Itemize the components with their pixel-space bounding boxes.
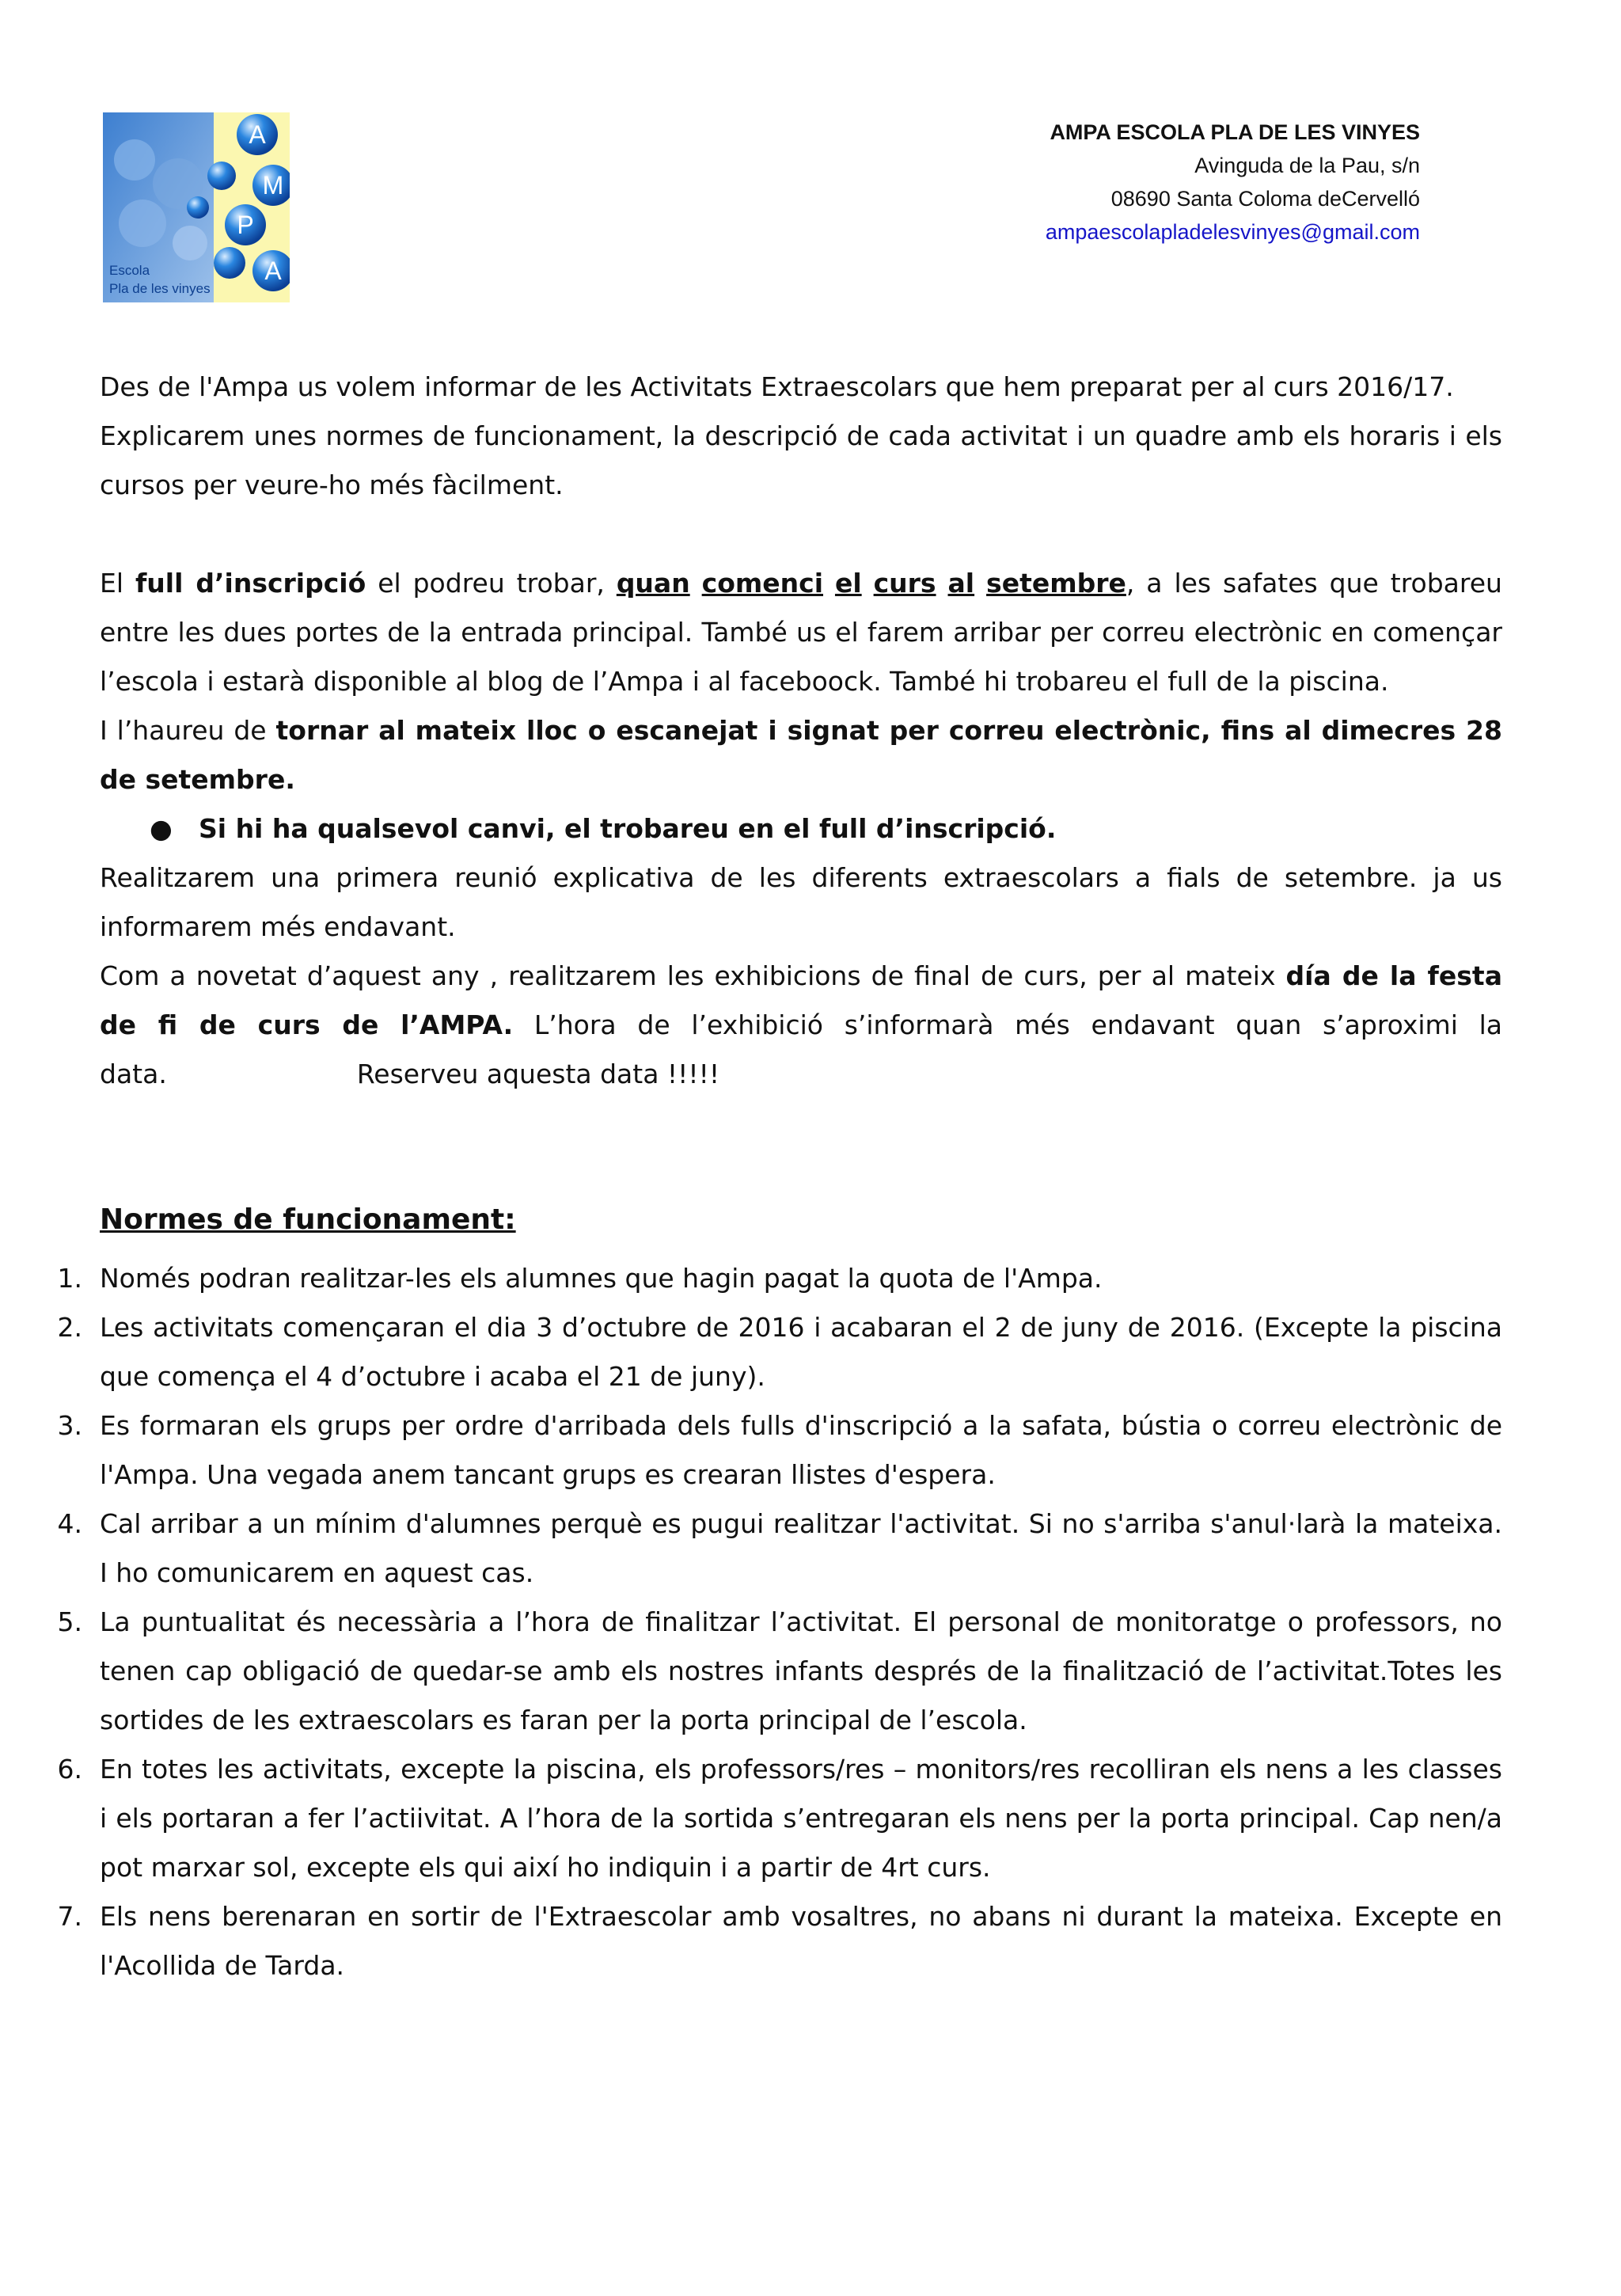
exhibition-text-1: Com a novetat d’aquest any , realitzarem les exhibicions de final de curs, per al mateix xyxy=(100,960,1286,991)
rule-item xyxy=(57,1303,1502,1401)
ampa-logo-graphic xyxy=(103,112,290,302)
exhibition-text-2: L’hora de l’exhibició s’informarà més endavant quan s’aproximi la data. xyxy=(100,1009,1502,1089)
reserve-note: Reserveu aquesta data !!!!! xyxy=(356,1059,720,1089)
ampa-logo xyxy=(103,112,290,302)
inscription-underline-2: comenci xyxy=(701,568,824,599)
rules-list xyxy=(57,1254,1502,1990)
rule-text: Cal arribar a un mínim d'alumnes perquè es pugui realitzar l'activitat. Si no s'arriba s'anul·larà la mateixa. I ho comunicarem en aquest cas. xyxy=(100,1508,1502,1588)
notice-bullet xyxy=(100,804,1502,853)
logo-letter-3: P xyxy=(237,211,254,239)
inscription-underline-1: quan xyxy=(616,568,690,599)
rule-item xyxy=(57,1598,1502,1745)
return-bold: tornar al mateix lloc o escanejat i signat per correu electrònic, fins al dimecres 28 de setembre. xyxy=(100,715,1502,795)
rule-number: 4. xyxy=(57,1508,82,1539)
logo-letter-2: M xyxy=(262,171,284,200)
organization-name: AMPA ESCOLA PLA DE LES VINYES xyxy=(1050,120,1420,144)
intro-paragraph-2: Explicarem unes normes de funcionament, la descripció de cada activitat i un quadre amb els horaris i els cursos per veure-ho més fàcilment. xyxy=(100,420,1502,500)
rule-number: 5. xyxy=(57,1606,82,1637)
document-body xyxy=(57,363,1502,1990)
meeting-paragraph: Realitzarem una primera reunió explicativa de les diferents extraescolars a fials de setembre. ja us informarem més endavant. xyxy=(100,862,1502,942)
email-link[interactable]: ampaescolapladelesvinyes@gmail.com xyxy=(1045,220,1420,244)
address-line-1: Avinguda de la Pau, s/n xyxy=(1194,154,1420,177)
rule-text: Les activitats començaran el dia 3 d’octubre de 2016 i acabaran el 2 de juny de 2016. (Excepte la piscina que comença el 4 d’octubre i acaba el 21 de juny). xyxy=(100,1312,1502,1392)
logo-letter-1: A xyxy=(249,120,266,149)
rule-number: 3. xyxy=(57,1410,82,1441)
exhibition-paragraph xyxy=(100,952,1502,1099)
logo-school-line2: Pla de les vinyes xyxy=(109,281,211,296)
inscription-underline-3: el xyxy=(834,568,862,599)
return-text: I l’haureu de xyxy=(100,715,276,746)
rule-item xyxy=(57,1254,1502,1303)
rule-item xyxy=(57,1500,1502,1598)
logo-letter-4: A xyxy=(264,257,282,285)
inscription-underline-6: setembre xyxy=(986,568,1126,599)
inscription-text-2: el podreu trobar, xyxy=(366,568,617,599)
rule-text: Els nens berenaran en sortir de l'Extraescolar amb vosaltres, no abans ni durant la mateixa. Excepte en l'Acollida de Tarda. xyxy=(100,1901,1502,1981)
rule-text: Es formaran els grups per ordre d'arribada dels fulls d'inscripció a la safata, bústia o correu electrònic de l'Ampa. Una vegada anem tancant grups es crearan llistes d'espera. xyxy=(100,1410,1502,1490)
inscription-text-3: , a les safates que trobareu entre les dues portes de la entrada principal. També us el farem arribar per correu electrònic en començar l’escola i estarà disponible al blog de l’Ampa i al faceboock. També hi trobareu el full de la piscina. xyxy=(100,568,1502,697)
rule-item xyxy=(57,1892,1502,1990)
rule-text: Només podran realitzar-les els alumnes que hagin pagat la quota de l'Ampa. xyxy=(100,1263,1103,1294)
return-paragraph xyxy=(100,706,1502,804)
logo-school-line1: Escola xyxy=(109,263,150,278)
inscription-text-1: El xyxy=(100,568,135,599)
inscription-bold-1: full d’inscripció xyxy=(135,568,366,599)
rules-title: Normes de funcionament: xyxy=(100,1203,516,1236)
inscription-underline-4: curs xyxy=(873,568,936,599)
rule-number: 6. xyxy=(57,1754,82,1785)
rule-text: En totes les activitats, excepte la piscina, els professors/res – monitors/res recolliran els nens a les classes i els portaran a fer l’actiivitat. A l’hora de la sortida s’entregaran els nens per la porta principal. Cap nen/a pot marxar sol, excepte els qui així ho indiquin i a partir de 4rt curs. xyxy=(100,1754,1502,1883)
bullet-icon: ● xyxy=(150,813,173,844)
intro-paragraph-1: Des de l'Ampa us volem informar de les Activitats Extraescolars que hem preparat per al curs 2016/17. xyxy=(100,371,1454,402)
inscription-underline-5: al xyxy=(947,568,975,599)
exhibition-bold: día de la festa de fi de curs de l’AMPA. xyxy=(100,960,1502,1040)
rule-number: 1. xyxy=(57,1263,82,1294)
rule-item xyxy=(57,1745,1502,1892)
bullet-text: Si hi ha qualsevol canvi, el trobareu en el full d’inscripció. xyxy=(199,813,1057,844)
rule-number: 7. xyxy=(57,1901,82,1932)
address-line-2: 08690 Santa Coloma deCervelló xyxy=(1110,187,1420,211)
inscription-paragraph xyxy=(100,559,1502,706)
rule-item xyxy=(57,1401,1502,1500)
rule-number: 2. xyxy=(57,1312,82,1343)
letterhead xyxy=(1046,116,1420,249)
rule-text: La puntualitat és necessària a l’hora de finalitzar l’activitat. El personal de monitoratge o professors, no tenen cap obligació de quedar-se amb els nostres infants després de la finalització de l’activitat.Totes les sortides de les extraescolars es faran per la porta principal de l’escola. xyxy=(100,1606,1502,1735)
